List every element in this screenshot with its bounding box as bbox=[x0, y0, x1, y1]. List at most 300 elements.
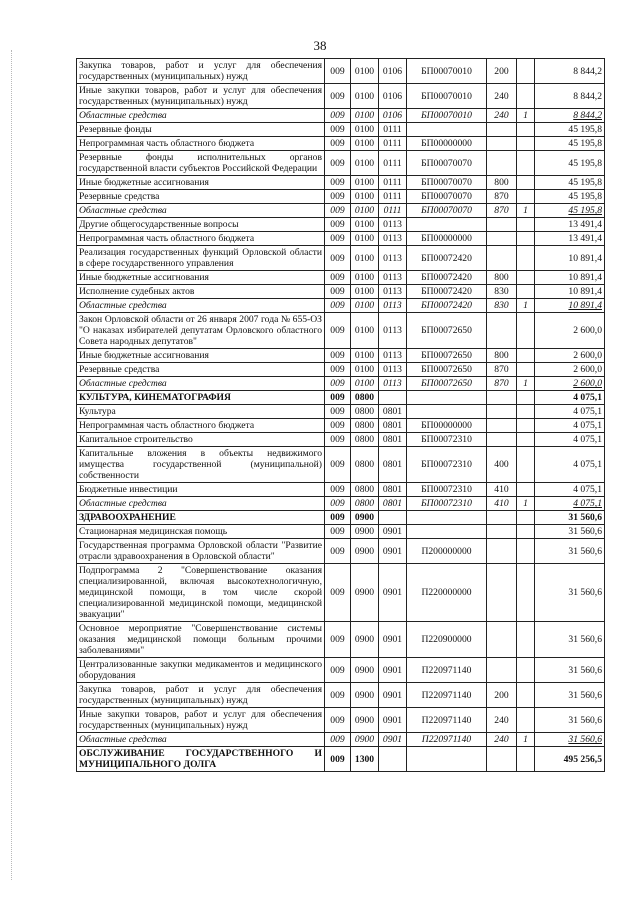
target-article-cell: БП00000000 bbox=[407, 137, 487, 151]
subsection-code-cell: 0113 bbox=[379, 232, 407, 246]
amount-cell: 45 195,8 bbox=[535, 204, 605, 218]
table-row bbox=[77, 433, 605, 447]
expense-type-cell: 200 bbox=[487, 59, 517, 84]
department-code-cell: 009 bbox=[325, 137, 351, 151]
row-name-cell: ОБСЛУЖИВАНИЕ ГОСУДАРСТВЕННОГО И МУНИЦИПАЛЬНОГО ДОЛГА bbox=[77, 747, 325, 772]
department-code-cell: 009 bbox=[325, 483, 351, 497]
amount-cell: 13 491,4 bbox=[535, 232, 605, 246]
target-article-cell: БП00072420 bbox=[407, 285, 487, 299]
row-name-cell: Резервные средства bbox=[77, 363, 325, 377]
department-code-cell: 009 bbox=[325, 377, 351, 391]
amount-cell: 4 075,1 bbox=[535, 405, 605, 419]
target-article-cell bbox=[407, 525, 487, 539]
funding-source-cell bbox=[517, 447, 535, 483]
table-row bbox=[77, 232, 605, 246]
subsection-code-cell: 0106 bbox=[379, 109, 407, 123]
row-name-cell: Областные средства bbox=[77, 377, 325, 391]
expense-type-cell: 200 bbox=[487, 683, 517, 708]
amount-cell: 8 844,2 bbox=[535, 84, 605, 109]
target-article-cell bbox=[407, 405, 487, 419]
row-name-cell: Закупка товаров, работ и услуг для обеспечения государственных (муниципальных) нужд bbox=[77, 683, 325, 708]
expense-type-cell: 410 bbox=[487, 483, 517, 497]
row-name-cell: Бюджетные инвестиции bbox=[77, 483, 325, 497]
funding-source-cell bbox=[517, 564, 535, 622]
section-code-cell: 0900 bbox=[351, 622, 379, 658]
section-code-cell: 0100 bbox=[351, 137, 379, 151]
funding-source-cell: 1 bbox=[517, 377, 535, 391]
expense-type-cell: 400 bbox=[487, 447, 517, 483]
section-code-cell: 0800 bbox=[351, 497, 379, 511]
funding-source-cell bbox=[517, 525, 535, 539]
funding-source-cell bbox=[517, 123, 535, 137]
funding-source-cell: 1 bbox=[517, 497, 535, 511]
table-row bbox=[77, 622, 605, 658]
row-name-cell: Иные бюджетные ассигнования bbox=[77, 271, 325, 285]
row-name-cell: Областные средства bbox=[77, 204, 325, 218]
department-code-cell: 009 bbox=[325, 190, 351, 204]
target-article-cell: П220971140 bbox=[407, 708, 487, 733]
row-name-cell: Закон Орловской области от 26 января 2007 года № 655-ОЗ "О наказах избирателей депутатам Орловского областного Совета народных депутатов" bbox=[77, 313, 325, 349]
target-article-cell: БП00070070 bbox=[407, 151, 487, 176]
row-name-cell: Резервные средства bbox=[77, 190, 325, 204]
target-article-cell: П220971140 bbox=[407, 658, 487, 683]
subsection-code-cell: 0801 bbox=[379, 405, 407, 419]
funding-source-cell bbox=[517, 218, 535, 232]
expense-type-cell bbox=[487, 405, 517, 419]
row-name-cell: Непрограммная часть областного бюджета bbox=[77, 419, 325, 433]
amount-cell: 45 195,8 bbox=[535, 176, 605, 190]
target-article-cell: БП00000000 bbox=[407, 232, 487, 246]
row-name-cell: Иные закупки товаров, работ и услуг для обеспечения государственных (муниципальных) нужд bbox=[77, 708, 325, 733]
row-name-cell: Основное мероприятие "Совершенствование системы оказания медицинской помощи больным прочими заболеваниями" bbox=[77, 622, 325, 658]
expense-type-cell bbox=[487, 313, 517, 349]
expense-type-cell bbox=[487, 391, 517, 405]
table-row bbox=[77, 419, 605, 433]
target-article-cell: БП00072650 bbox=[407, 377, 487, 391]
department-code-cell: 009 bbox=[325, 363, 351, 377]
department-code-cell: 009 bbox=[325, 419, 351, 433]
row-name-cell: Областные средства bbox=[77, 497, 325, 511]
funding-source-cell bbox=[517, 190, 535, 204]
expense-type-cell: 870 bbox=[487, 204, 517, 218]
subsection-code-cell: 0113 bbox=[379, 349, 407, 363]
amount-cell: 2 600,0 bbox=[535, 313, 605, 349]
subsection-code-cell: 0901 bbox=[379, 708, 407, 733]
section-code-cell: 0100 bbox=[351, 123, 379, 137]
amount-cell: 4 075,1 bbox=[535, 391, 605, 405]
expense-type-cell bbox=[487, 232, 517, 246]
department-code-cell: 009 bbox=[325, 176, 351, 190]
table-row bbox=[77, 564, 605, 622]
row-name-cell: ЗДРАВООХРАНЕНИЕ bbox=[77, 511, 325, 525]
subsection-code-cell: 0111 bbox=[379, 123, 407, 137]
target-article-cell: БП00072420 bbox=[407, 299, 487, 313]
subsection-code-cell: 0111 bbox=[379, 204, 407, 218]
target-article-cell: БП00070010 bbox=[407, 109, 487, 123]
section-code-cell: 0800 bbox=[351, 433, 379, 447]
funding-source-cell bbox=[517, 683, 535, 708]
table-row bbox=[77, 539, 605, 564]
amount-cell: 4 075,1 bbox=[535, 433, 605, 447]
funding-source-cell: 1 bbox=[517, 299, 535, 313]
row-name-cell: Иные бюджетные ассигнования bbox=[77, 176, 325, 190]
subsection-code-cell: 0801 bbox=[379, 419, 407, 433]
table-row bbox=[77, 447, 605, 483]
table-row bbox=[77, 658, 605, 683]
subsection-code-cell: 0901 bbox=[379, 525, 407, 539]
subsection-code-cell: 0111 bbox=[379, 137, 407, 151]
section-code-cell: 0900 bbox=[351, 708, 379, 733]
subsection-code-cell: 0113 bbox=[379, 299, 407, 313]
section-code-cell: 0900 bbox=[351, 658, 379, 683]
target-article-cell: П200000000 bbox=[407, 539, 487, 564]
funding-source-cell bbox=[517, 539, 535, 564]
department-code-cell: 009 bbox=[325, 497, 351, 511]
amount-cell: 13 491,4 bbox=[535, 218, 605, 232]
target-article-cell: БП00072310 bbox=[407, 483, 487, 497]
section-code-cell: 0800 bbox=[351, 483, 379, 497]
expense-type-cell: 240 bbox=[487, 84, 517, 109]
table-row bbox=[77, 683, 605, 708]
department-code-cell: 009 bbox=[325, 433, 351, 447]
row-name-cell: Непрограммная часть областного бюджета bbox=[77, 232, 325, 246]
department-code-cell: 009 bbox=[325, 271, 351, 285]
amount-cell: 4 075,1 bbox=[535, 497, 605, 511]
amount-cell: 2 600,0 bbox=[535, 349, 605, 363]
table-row bbox=[77, 285, 605, 299]
target-article-cell bbox=[407, 218, 487, 232]
target-article-cell: БП00000000 bbox=[407, 419, 487, 433]
department-code-cell: 009 bbox=[325, 447, 351, 483]
row-name-cell: Областные средства bbox=[77, 109, 325, 123]
expense-type-cell: 410 bbox=[487, 497, 517, 511]
table-row bbox=[77, 204, 605, 218]
department-code-cell: 009 bbox=[325, 683, 351, 708]
section-code-cell: 0900 bbox=[351, 564, 379, 622]
table-row bbox=[77, 733, 605, 747]
section-code-cell: 0900 bbox=[351, 511, 379, 525]
funding-source-cell bbox=[517, 405, 535, 419]
section-code-cell: 0100 bbox=[351, 271, 379, 285]
table-row bbox=[77, 246, 605, 271]
department-code-cell: 009 bbox=[325, 218, 351, 232]
row-name-cell: Закупка товаров, работ и услуг для обеспечения государственных (муниципальных) нужд bbox=[77, 59, 325, 84]
subsection-code-cell bbox=[379, 747, 407, 772]
target-article-cell bbox=[407, 391, 487, 405]
amount-cell: 31 560,6 bbox=[535, 539, 605, 564]
section-code-cell: 0100 bbox=[351, 299, 379, 313]
section-code-cell: 0100 bbox=[351, 190, 379, 204]
funding-source-cell bbox=[517, 176, 535, 190]
amount-cell: 31 560,6 bbox=[535, 564, 605, 622]
amount-cell: 2 600,0 bbox=[535, 377, 605, 391]
subsection-code-cell: 0113 bbox=[379, 313, 407, 349]
target-article-cell: БП00072310 bbox=[407, 433, 487, 447]
table-row bbox=[77, 137, 605, 151]
row-name-cell: Областные средства bbox=[77, 733, 325, 747]
department-code-cell: 009 bbox=[325, 285, 351, 299]
section-code-cell: 0100 bbox=[351, 109, 379, 123]
funding-source-cell bbox=[517, 313, 535, 349]
department-code-cell: 009 bbox=[325, 246, 351, 271]
table-row bbox=[77, 176, 605, 190]
row-name-cell: Культура bbox=[77, 405, 325, 419]
subsection-code-cell: 0801 bbox=[379, 433, 407, 447]
expense-type-cell: 870 bbox=[487, 377, 517, 391]
funding-source-cell bbox=[517, 363, 535, 377]
funding-source-cell bbox=[517, 137, 535, 151]
amount-cell: 4 075,1 bbox=[535, 447, 605, 483]
subsection-code-cell: 0113 bbox=[379, 363, 407, 377]
target-article-cell bbox=[407, 123, 487, 137]
amount-cell: 45 195,8 bbox=[535, 123, 605, 137]
target-article-cell bbox=[407, 747, 487, 772]
department-code-cell: 009 bbox=[325, 349, 351, 363]
target-article-cell: БП00072420 bbox=[407, 246, 487, 271]
subsection-code-cell: 0111 bbox=[379, 176, 407, 190]
section-code-cell: 0100 bbox=[351, 313, 379, 349]
subsection-code-cell: 0111 bbox=[379, 151, 407, 176]
department-code-cell: 009 bbox=[325, 747, 351, 772]
subsection-code-cell: 0106 bbox=[379, 84, 407, 109]
section-code-cell: 0800 bbox=[351, 405, 379, 419]
expense-type-cell bbox=[487, 419, 517, 433]
expense-type-cell: 800 bbox=[487, 349, 517, 363]
funding-source-cell bbox=[517, 59, 535, 84]
funding-source-cell: 1 bbox=[517, 733, 535, 747]
target-article-cell: П220000000 bbox=[407, 564, 487, 622]
expense-type-cell bbox=[487, 218, 517, 232]
row-name-cell: Подпрограмма 2 "Совершенствование оказания специализированной, включая высокотехнологичную, медицинской помощи, в том числе скорой специализированной медицинской помощи, медицинской эвакуации" bbox=[77, 564, 325, 622]
funding-source-cell: 1 bbox=[517, 109, 535, 123]
department-code-cell: 009 bbox=[325, 84, 351, 109]
subsection-code-cell: 0113 bbox=[379, 377, 407, 391]
amount-cell: 495 256,5 bbox=[535, 747, 605, 772]
target-article-cell: БП00070010 bbox=[407, 59, 487, 84]
section-code-cell: 0800 bbox=[351, 391, 379, 405]
target-article-cell: БП00072650 bbox=[407, 363, 487, 377]
expense-type-cell: 800 bbox=[487, 271, 517, 285]
subsection-code-cell bbox=[379, 511, 407, 525]
funding-source-cell bbox=[517, 232, 535, 246]
budget-table bbox=[76, 58, 605, 772]
department-code-cell: 009 bbox=[325, 658, 351, 683]
funding-source-cell bbox=[517, 483, 535, 497]
amount-cell: 4 075,1 bbox=[535, 419, 605, 433]
expense-type-cell: 830 bbox=[487, 299, 517, 313]
table-row bbox=[77, 377, 605, 391]
table-row bbox=[77, 190, 605, 204]
subsection-code-cell: 0901 bbox=[379, 564, 407, 622]
amount-cell: 10 891,4 bbox=[535, 271, 605, 285]
expense-type-cell bbox=[487, 564, 517, 622]
amount-cell: 2 600,0 bbox=[535, 363, 605, 377]
amount-cell: 31 560,6 bbox=[535, 525, 605, 539]
department-code-cell: 009 bbox=[325, 123, 351, 137]
amount-cell: 4 075,1 bbox=[535, 483, 605, 497]
funding-source-cell bbox=[517, 151, 535, 176]
department-code-cell: 009 bbox=[325, 511, 351, 525]
table-row bbox=[77, 313, 605, 349]
section-code-cell: 0100 bbox=[351, 232, 379, 246]
row-name-cell: Исполнение судебных актов bbox=[77, 285, 325, 299]
subsection-code-cell: 0106 bbox=[379, 59, 407, 84]
expense-type-cell bbox=[487, 622, 517, 658]
table-row bbox=[77, 747, 605, 772]
department-code-cell: 009 bbox=[325, 299, 351, 313]
table-row bbox=[77, 391, 605, 405]
funding-source-cell bbox=[517, 349, 535, 363]
section-code-cell: 0800 bbox=[351, 419, 379, 433]
amount-cell: 31 560,6 bbox=[535, 708, 605, 733]
table-row bbox=[77, 109, 605, 123]
table-row bbox=[77, 151, 605, 176]
subsection-code-cell: 0113 bbox=[379, 218, 407, 232]
subsection-code-cell bbox=[379, 391, 407, 405]
funding-source-cell bbox=[517, 433, 535, 447]
funding-source-cell bbox=[517, 622, 535, 658]
row-name-cell: Капитальные вложения в объекты недвижимого имущества государственной (муниципальной) собственности bbox=[77, 447, 325, 483]
target-article-cell: БП00072420 bbox=[407, 271, 487, 285]
row-name-cell: КУЛЬТУРА, КИНЕМАТОГРАФИЯ bbox=[77, 391, 325, 405]
expense-type-cell bbox=[487, 747, 517, 772]
row-name-cell: Стационарная медицинская помощь bbox=[77, 525, 325, 539]
expense-type-cell bbox=[487, 525, 517, 539]
subsection-code-cell: 0113 bbox=[379, 271, 407, 285]
table-row bbox=[77, 405, 605, 419]
table-row bbox=[77, 525, 605, 539]
subsection-code-cell: 0801 bbox=[379, 497, 407, 511]
subsection-code-cell: 0901 bbox=[379, 539, 407, 564]
section-code-cell: 0100 bbox=[351, 218, 379, 232]
funding-source-cell bbox=[517, 84, 535, 109]
target-article-cell: БП00070070 bbox=[407, 190, 487, 204]
subsection-code-cell: 0901 bbox=[379, 658, 407, 683]
expense-type-cell bbox=[487, 511, 517, 525]
expense-type-cell: 240 bbox=[487, 708, 517, 733]
department-code-cell: 009 bbox=[325, 539, 351, 564]
section-code-cell: 0100 bbox=[351, 363, 379, 377]
table-row bbox=[77, 123, 605, 137]
expense-type-cell: 240 bbox=[487, 733, 517, 747]
expense-type-cell bbox=[487, 123, 517, 137]
section-code-cell: 0900 bbox=[351, 733, 379, 747]
row-name-cell: Капитальное строительство bbox=[77, 433, 325, 447]
target-article-cell: БП00070010 bbox=[407, 84, 487, 109]
funding-source-cell bbox=[517, 747, 535, 772]
department-code-cell: 009 bbox=[325, 151, 351, 176]
table-row bbox=[77, 218, 605, 232]
subsection-code-cell: 0801 bbox=[379, 447, 407, 483]
table-row bbox=[77, 483, 605, 497]
amount-cell: 45 195,8 bbox=[535, 151, 605, 176]
department-code-cell: 009 bbox=[325, 232, 351, 246]
target-article-cell: БП00072310 bbox=[407, 497, 487, 511]
section-code-cell: 0100 bbox=[351, 285, 379, 299]
expense-type-cell bbox=[487, 246, 517, 271]
expense-type-cell bbox=[487, 151, 517, 176]
row-name-cell: Непрограммная часть областного бюджета bbox=[77, 137, 325, 151]
row-name-cell: Другие общегосударственные вопросы bbox=[77, 218, 325, 232]
row-name-cell: Иные бюджетные ассигнования bbox=[77, 349, 325, 363]
department-code-cell: 009 bbox=[325, 109, 351, 123]
section-code-cell: 0100 bbox=[351, 59, 379, 84]
funding-source-cell bbox=[517, 246, 535, 271]
funding-source-cell bbox=[517, 658, 535, 683]
department-code-cell: 009 bbox=[325, 204, 351, 218]
table-row bbox=[77, 299, 605, 313]
row-name-cell: Областные средства bbox=[77, 299, 325, 313]
amount-cell: 8 844,2 bbox=[535, 109, 605, 123]
table-row bbox=[77, 271, 605, 285]
section-code-cell: 0900 bbox=[351, 683, 379, 708]
funding-source-cell bbox=[517, 511, 535, 525]
target-article-cell bbox=[407, 511, 487, 525]
target-article-cell: П220971140 bbox=[407, 733, 487, 747]
target-article-cell: П220971140 bbox=[407, 683, 487, 708]
expense-type-cell bbox=[487, 658, 517, 683]
department-code-cell: 009 bbox=[325, 708, 351, 733]
amount-cell: 45 195,8 bbox=[535, 190, 605, 204]
target-article-cell: БП00070070 bbox=[407, 204, 487, 218]
section-code-cell: 0100 bbox=[351, 349, 379, 363]
subsection-code-cell: 0901 bbox=[379, 733, 407, 747]
table-row bbox=[77, 84, 605, 109]
expense-type-cell bbox=[487, 137, 517, 151]
section-code-cell: 0100 bbox=[351, 204, 379, 218]
funding-source-cell bbox=[517, 419, 535, 433]
table-row bbox=[77, 59, 605, 84]
row-name-cell: Государственная программа Орловской области "Развитие отрасли здравоохранения в Орловской области" bbox=[77, 539, 325, 564]
amount-cell: 31 560,6 bbox=[535, 622, 605, 658]
expense-type-cell: 240 bbox=[487, 109, 517, 123]
expense-type-cell: 800 bbox=[487, 176, 517, 190]
amount-cell: 31 560,6 bbox=[535, 733, 605, 747]
scan-margin-line bbox=[11, 50, 12, 880]
table-row bbox=[77, 363, 605, 377]
budget-table-body bbox=[77, 59, 605, 772]
table-row bbox=[77, 497, 605, 511]
target-article-cell: П220900000 bbox=[407, 622, 487, 658]
target-article-cell: БП00072650 bbox=[407, 313, 487, 349]
row-name-cell: Реализация государственных функций Орловской области в сфере государственного управления bbox=[77, 246, 325, 271]
department-code-cell: 009 bbox=[325, 564, 351, 622]
section-code-cell: 0100 bbox=[351, 176, 379, 190]
section-code-cell: 0100 bbox=[351, 246, 379, 271]
funding-source-cell bbox=[517, 285, 535, 299]
target-article-cell: БП00070070 bbox=[407, 176, 487, 190]
funding-source-cell: 1 bbox=[517, 204, 535, 218]
department-code-cell: 009 bbox=[325, 733, 351, 747]
department-code-cell: 009 bbox=[325, 405, 351, 419]
expense-type-cell: 870 bbox=[487, 190, 517, 204]
table-row bbox=[77, 511, 605, 525]
target-article-cell: БП00072650 bbox=[407, 349, 487, 363]
amount-cell: 10 891,4 bbox=[535, 299, 605, 313]
section-code-cell: 1300 bbox=[351, 747, 379, 772]
amount-cell: 8 844,2 bbox=[535, 59, 605, 84]
amount-cell: 10 891,4 bbox=[535, 285, 605, 299]
funding-source-cell bbox=[517, 708, 535, 733]
department-code-cell: 009 bbox=[325, 622, 351, 658]
funding-source-cell bbox=[517, 391, 535, 405]
section-code-cell: 0900 bbox=[351, 525, 379, 539]
row-name-cell: Резервные фонды bbox=[77, 123, 325, 137]
row-name-cell: Резервные фонды исполнительных органов государственной власти субъектов Российской Федерации bbox=[77, 151, 325, 176]
expense-type-cell bbox=[487, 539, 517, 564]
section-code-cell: 0100 bbox=[351, 377, 379, 391]
amount-cell: 31 560,6 bbox=[535, 511, 605, 525]
